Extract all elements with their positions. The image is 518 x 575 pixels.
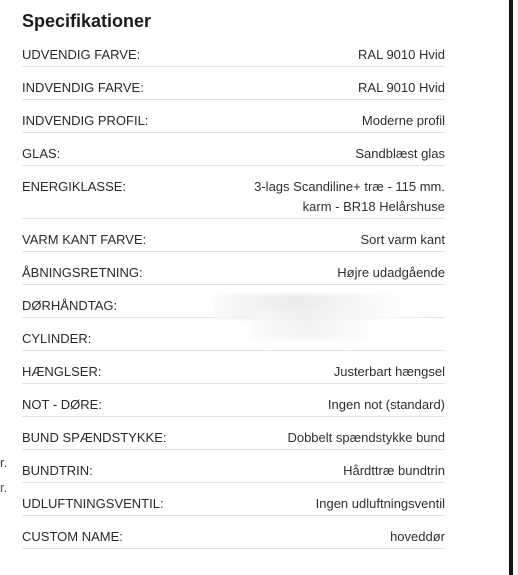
spec-value: RAL 9010 Hvid	[358, 80, 445, 95]
spec-row-custom-name	[22, 527, 445, 549]
spec-row-udvendig-farve	[22, 45, 445, 67]
spec-label: DØRHÅNDTAG:	[22, 298, 118, 313]
spec-label: GLAS:	[22, 146, 61, 161]
spec-value: RAL 9010 Hvid	[358, 47, 445, 62]
spec-row-not-doere	[22, 395, 445, 417]
spec-value: Sort varm kant	[360, 232, 445, 247]
spec-row-indvendig-farve	[22, 78, 445, 100]
spec-label: NOT - DØRE:	[22, 397, 102, 412]
spec-row-varm-kant-farve	[22, 230, 445, 252]
spec-label: ÅBNINGSRETNING:	[22, 265, 143, 280]
spec-value: Sandblæst glas	[355, 146, 445, 161]
spec-label: UDLUFTNINGSVENTIL:	[22, 496, 164, 511]
spec-label: BUND SPÆNDSTYKKE:	[22, 430, 167, 445]
spec-row-doerhaandtag	[22, 296, 445, 318]
spec-row-aabningsretning	[22, 263, 445, 285]
spec-value: Ingen not (standard)	[327, 397, 445, 412]
spec-value: Dobbelt spændstykke bund	[287, 430, 445, 445]
spec-value: Hårdttræ bundtrin	[343, 463, 445, 478]
spec-row-energiklasse	[22, 177, 445, 219]
spec-label: BUNDTRIN:	[22, 463, 93, 478]
spec-value: Justerbart hængsel	[333, 364, 445, 379]
spec-row-glas	[22, 144, 445, 166]
window-edge-light	[513, 0, 518, 575]
spec-value: Højre udadgående	[337, 265, 445, 280]
spec-value: hoveddør	[390, 529, 445, 544]
spec-row-udluftningsventil	[22, 494, 445, 516]
specifications-panel	[22, 0, 445, 575]
left-text-fragment: r.	[0, 455, 8, 470]
specifications-title: Specifikationer	[22, 11, 152, 31]
spec-row-cylinder	[22, 329, 445, 351]
spec-label: CYLINDER:	[22, 331, 92, 346]
spec-label: INDVENDIG PROFIL:	[22, 113, 149, 128]
spec-value: Ingen udluftningsventil	[315, 496, 445, 511]
spec-value-line: 3-lags Scandiline+ træ - 115 mm.	[254, 179, 445, 194]
spec-row-haengsler	[22, 362, 445, 384]
spec-value-multiline	[254, 177, 445, 217]
left-link-fragment[interactable]: r.	[0, 480, 8, 495]
spec-row-bundtrin	[22, 461, 445, 483]
spec-label: INDVENDIG FARVE:	[22, 80, 144, 95]
spec-label: VARM KANT FARVE:	[22, 232, 147, 247]
spec-label: CUSTOM NAME:	[22, 529, 123, 544]
spec-label: ENERGIKLASSE:	[22, 179, 127, 194]
spec-label: UDVENDIG FARVE:	[22, 47, 141, 62]
spec-label: HÆNGLSER:	[22, 364, 102, 379]
spec-row-indvendig-profil	[22, 111, 445, 133]
spec-value: Moderne profil	[361, 113, 445, 128]
spec-row-bund-spaendstykke	[22, 428, 445, 450]
spec-value-line: karm - BR18 Helårshuse	[302, 199, 445, 214]
